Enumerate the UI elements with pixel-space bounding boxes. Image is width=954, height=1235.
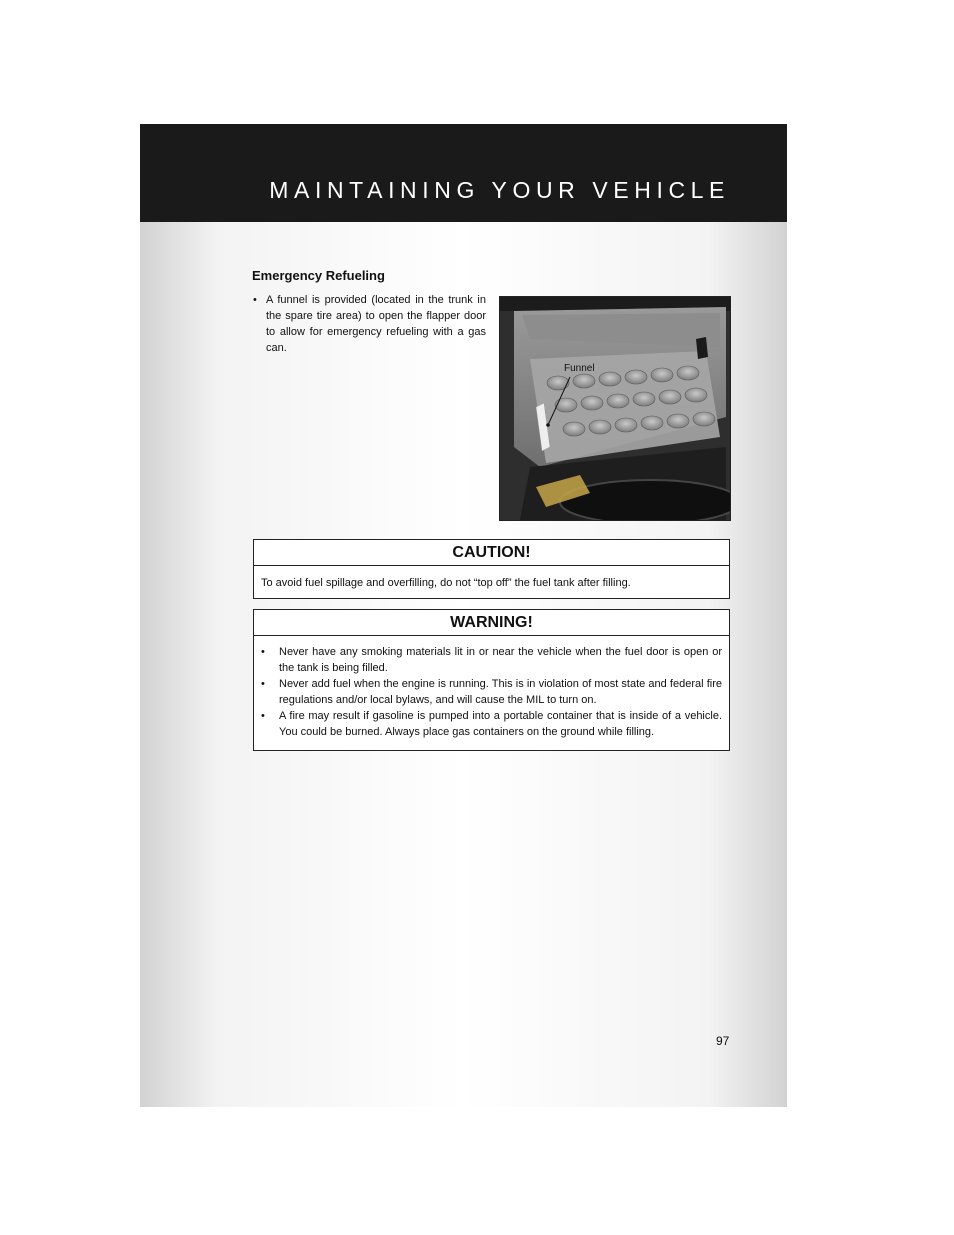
- list-item: [261, 644, 722, 676]
- list-item: [261, 676, 722, 708]
- page-number: 97: [716, 1034, 730, 1048]
- funnel-callout-label: Funnel: [564, 363, 595, 374]
- section-title: Emergency Refueling: [252, 268, 385, 283]
- warning-body: [254, 636, 729, 740]
- trunk-funnel-photo: [499, 296, 731, 521]
- warning-item-text: Never have any smoking materials lit in or near the vehicle when the fuel door is open or the tank is being filled.: [279, 646, 722, 674]
- manual-page: [140, 124, 787, 1107]
- warning-item-text: Never add fuel when the engine is running. This is in violation of most state and federal fire regulations and/or local bylaws, and will cause the MIL to turn on.: [279, 678, 722, 706]
- bullet-marker: •: [261, 646, 265, 658]
- chapter-header: [140, 124, 787, 222]
- warning-list: [261, 644, 722, 740]
- bullet-marker: •: [253, 294, 257, 306]
- caution-text: To avoid fuel spillage and overfilling, do not “top off” the fuel tank after filling.: [261, 577, 631, 589]
- trunk-illustration: [500, 297, 730, 520]
- warning-heading: WARNING!: [254, 610, 729, 636]
- caution-box: [253, 539, 730, 599]
- section-bullet-text: A funnel is provided (located in the trunk in the spare tire area) to open the flapper door to allow for emergency refueling with a gas can.: [266, 294, 486, 354]
- bullet-marker: •: [261, 678, 265, 690]
- bullet-marker: •: [261, 710, 265, 722]
- caution-heading: CAUTION!: [254, 540, 729, 566]
- list-item: [261, 708, 722, 740]
- chapter-title: MAINTAINING YOUR VEHICLE: [269, 176, 730, 203]
- warning-box: [253, 609, 730, 751]
- section-bullet: [253, 292, 486, 356]
- warning-item-text: A fire may result if gasoline is pumped into a portable container that is inside of a vehicle. You could be burned. Always place gas containers on the ground while filling.: [279, 710, 722, 738]
